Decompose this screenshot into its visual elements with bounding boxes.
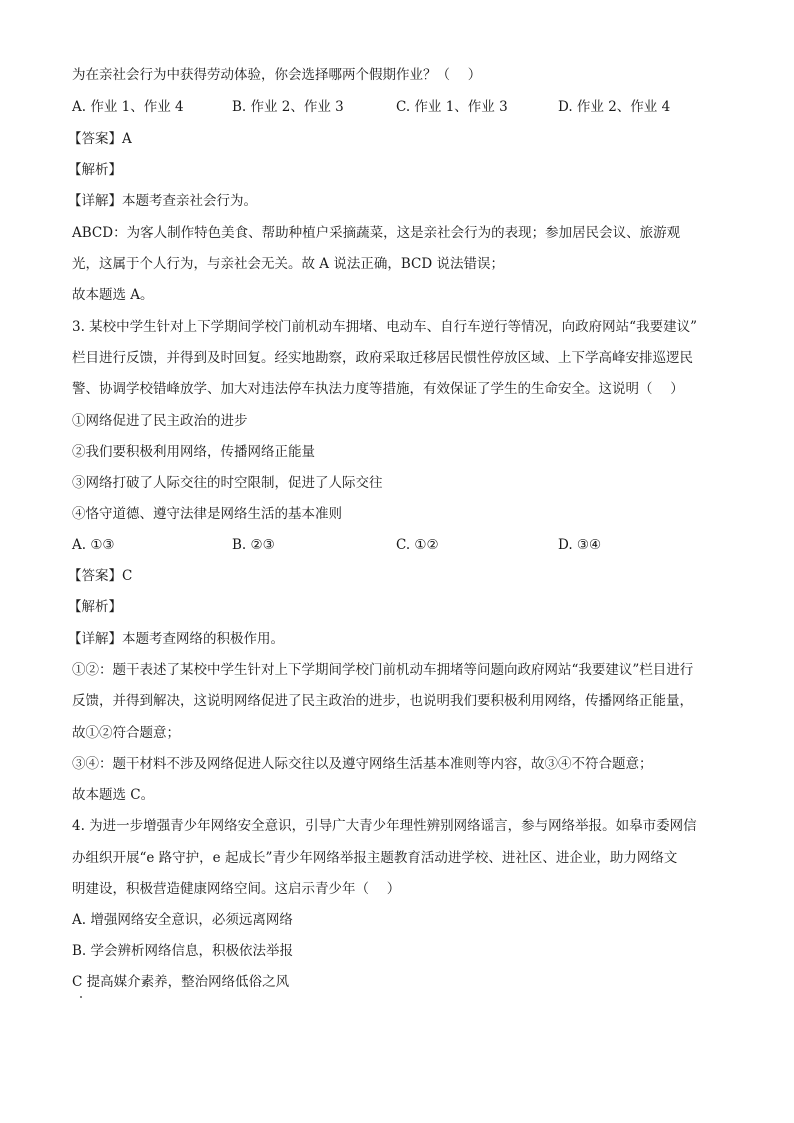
q3-conclusion: 故本题选 C。 [72, 787, 155, 803]
stray-mark [80, 996, 82, 998]
q3-explain-line: 故①②符合题意； [72, 725, 180, 741]
q2-option-d: D. 作业 2、作业 4 [558, 99, 671, 115]
q2-option-a: A. 作业 1、作业 4 [72, 99, 184, 115]
q3-option-b: B. ②③ [232, 537, 275, 553]
q3-option-c: C. ①② [396, 537, 439, 553]
q3-option-a: A. ①③ [72, 537, 115, 553]
q2-analysis: 【解析】 [68, 162, 122, 178]
q2-explain-line: 光，这属于个人行为，与亲社会无关。故 A 说法正确，BCD 说法错误； [72, 256, 504, 272]
q3-option-d: D. ③④ [558, 537, 602, 553]
q2-option-b: B. 作业 2、作业 3 [232, 99, 344, 115]
q2-detail: 【详解】本题考查亲社会行为。 [68, 193, 257, 209]
q3-stem-line: 3. 某校中学生针对上下学期间学校门前机动车拥堵、电动车、自行车逆行等情况，向政府网站“我要建议” [72, 319, 697, 335]
q2-conclusion: 故本题选 A。 [72, 287, 154, 303]
q2-answer: 【答案】A [68, 131, 132, 147]
q3-stem-line: 栏目进行反馈，并得到及时回复。经实地勘察，政府采取迁移居民惯性停放区域、上下学高峰安排巡逻民 [72, 350, 693, 366]
q2-stem-tail: 为在亲社会行为中获得劳动体验，你会选择哪两个假期作业？（ ） [72, 67, 482, 83]
q3-item-1: ①网络促进了民主政治的进步 [72, 413, 248, 429]
q2-explain-line: ABCD：为客人制作特色美食、帮助种植户采摘蔬菜，这是亲社会行为的表现；参加居民会议、旅游观 [72, 225, 681, 241]
q2-option-c: C. 作业 1、作业 3 [396, 99, 508, 115]
q4-stem-line: 明建设，积极营造健康网络空间。这启示青少年（ ） [72, 881, 401, 897]
q4-stem-line: 4. 为进一步增强青少年网络安全意识，引导广大青少年理性辨别网络谣言，参与网络举报。如皋市委网信 [72, 818, 697, 834]
q3-explain-line: ①②：题干表述了某校中学生针对上下学期间学校门前机动车拥堵等问题向政府网站“我要建议”栏目进行 [72, 662, 694, 678]
q3-explain-line: 反馈，并得到解决，这说明网络促进了民主政治的进步，也说明我们要积极利用网络，传播网络正能量， [72, 693, 693, 709]
q3-stem-line: 警、协调学校错峰放学、加大对违法停车执法力度等措施，有效保证了学生的生命安全。这说明（ ） [72, 381, 684, 397]
q3-detail: 【详解】本题考查网络的积极作用。 [68, 631, 284, 647]
q3-item-3: ③网络打破了人际交往的时空限制，促进了人际交往 [72, 475, 383, 491]
q3-item-4: ④恪守道德、遵守法律是网络生活的基本准则 [72, 506, 342, 522]
q3-explain-line: ③④：题干材料不涉及网络促进人际交往以及遵守网络生活基本准则等内容，故③④不符合题意； [72, 756, 653, 772]
q3-answer: 【答案】C [68, 568, 133, 584]
q4-option-a: A. 增强网络安全意识，必须远离网络 [72, 912, 293, 928]
q4-option-c: C 提高媒介素养，整治网络低俗之风 [72, 974, 290, 990]
q4-stem-line: 办组织开展“e 路守护，e 起成长”青少年网络举报主题教育活动进学校、进社区、进企业，助力网络文 [72, 850, 678, 866]
q3-analysis: 【解析】 [68, 599, 122, 615]
q4-option-b: B. 学会辨析网络信息，积极依法举报 [72, 943, 294, 959]
q3-item-2: ②我们要积极利用网络，传播网络正能量 [72, 444, 315, 460]
